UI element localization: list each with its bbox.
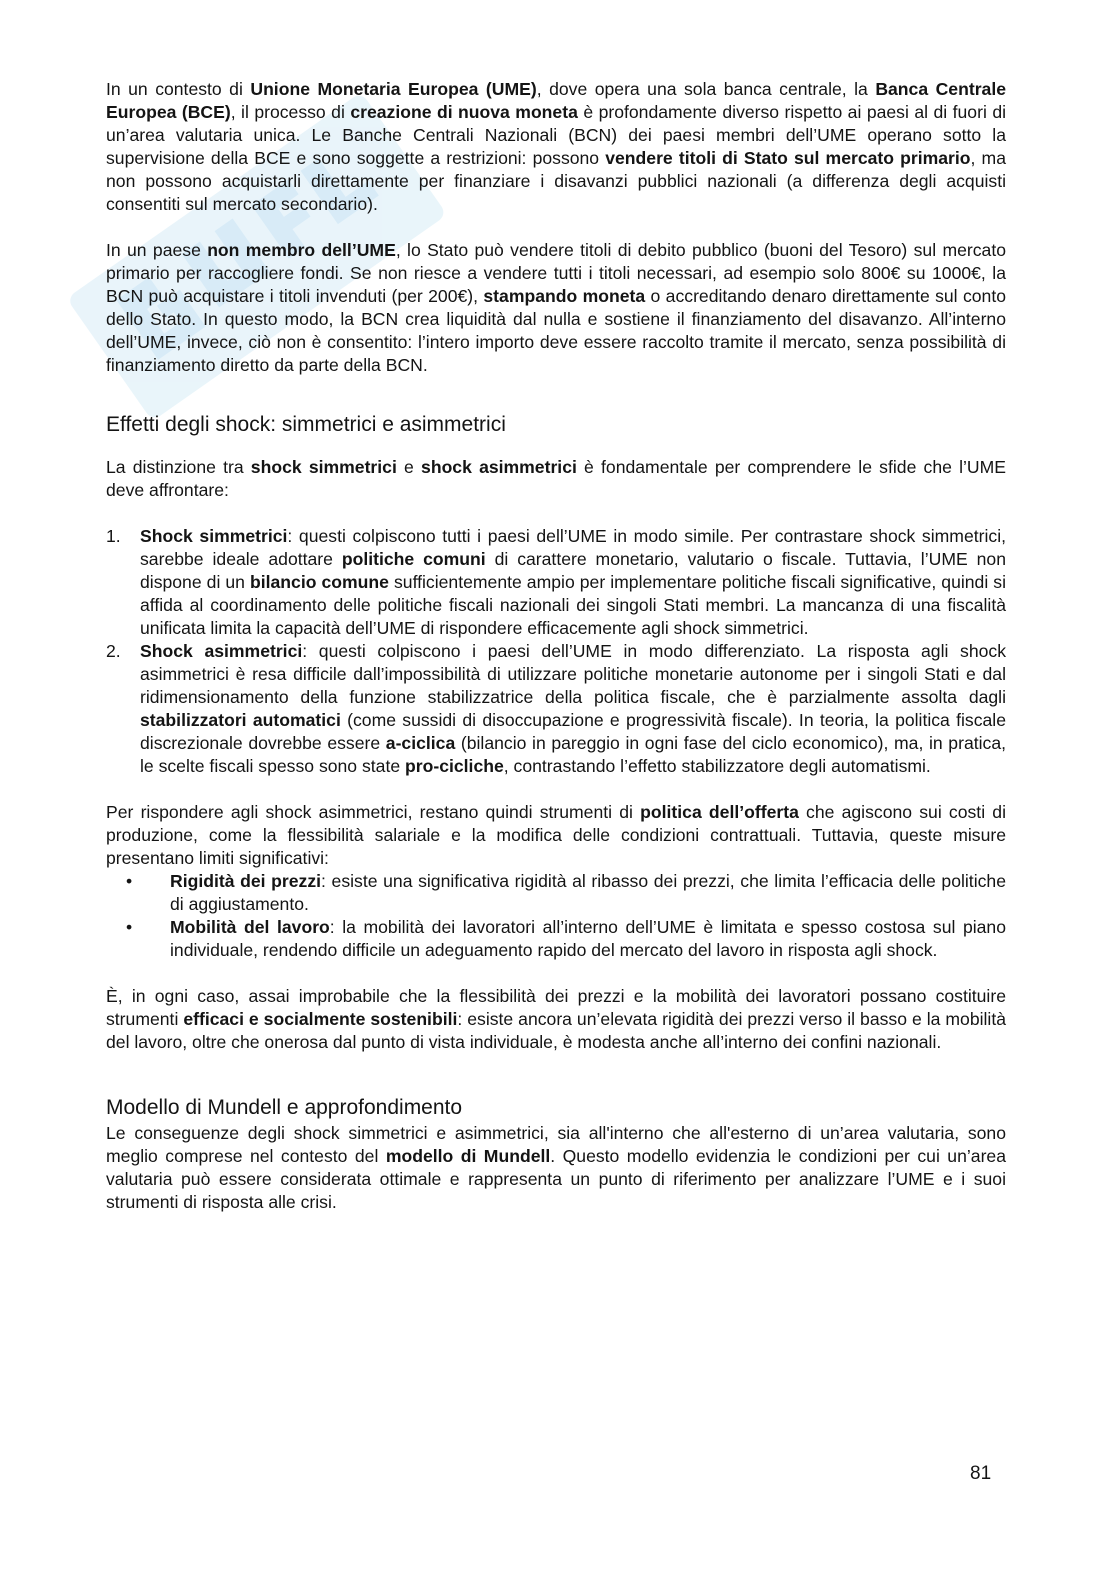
list-item-price-rigidity: • Rigidità dei prezzi: esiste una significativa rigidità al ribasso dei prezzi, che limita l’efficacia delle politiche di aggiustamento. xyxy=(126,871,1006,914)
paragraph-flexibility: È, in ogni caso, assai improbabile che la flessibilità dei prezzi e la mobilità dei lavoratori possano costituire strumenti efficaci e socialmente sostenibili: esiste ancora un’elevata rigidità dei prezzi verso il basso e la mobilità del lavoro, oltre che onerosa dal punto di vista individuale, è modesta anche all’interno dei confini nazionali. xyxy=(106,986,1006,1052)
paragraph-mundell: Le conseguenze degli shock simmetrici e asimmetrici, sia all'interno che all'esterno di un’area valutaria, sono meglio comprese nel contesto del modello di Mundell. Questo modello evidenzia le condizioni per cui un’area valutaria può essere considerata ottimale e rappresenta un punto di riferimento per analizzare l’UME e i suoi strumenti di risposta alle crisi. xyxy=(106,1123,1006,1212)
list-item-asymmetric-shocks: 2. Shock asimmetrici: questi colpiscono i paesi dell’UME in modo differenziato. La risposta agli shock asimmetrici è resa difficile dall’impossibilità di utilizzare politiche monetarie autonome per i singoli Stati e dal ridimensionamento della funzione stabilizzatrice della politica fiscale, che è parzialmente assolta dagli stabilizzatori automatici (come sussidi di disoccupazione e progressività fiscale). In teoria, la politica fiscale discrezionale dovrebbe essere a-ciclica (bilancio in pareggio in ogni fase del ciclo economico), ma, in pratica, le scelte fiscali spesso sono state pro-cicliche, contrastando l’effetto stabilizzatore degli automatismi. xyxy=(106,641,1007,776)
section-heading-mundell: Modello di Mundell e approfondimento xyxy=(106,1096,463,1119)
paragraph-shock-distinction: La distinzione tra shock simmetrici e shock asimmetrici è fondamentale per comprendere le sfide che l’UME deve affrontare: xyxy=(106,457,1007,500)
paragraph-ume-intro: In un contesto di Unione Monetaria Europea (UME), dove opera una sola banca centrale, la Banca Centrale Europea (BCE), il processo di creazione di nuova moneta è profondamente diverso rispetto ai paesi al di fuori di un’area valutaria unica. Le Banche Centrali Nazionali (BCN) dei paesi membri dell’UME operano sotto la supervisione della BCE e sono soggette a restrizioni: possono vendere titoli di Stato sul mercato primario, ma non possono acquistarli direttamente per finanziare i disavanzi pubblici nazionali (a differenza degli acquisti consentiti sul mercato secondario). xyxy=(106,79,1007,214)
bullet-list-limits xyxy=(106,870,1006,962)
list-item-labour-mobility: • Mobilità del lavoro: la mobilità dei lavoratori all’interno dell’UME è limitata e spesso costosa sul piano individuale, rendendo difficile un adeguamento rapido del mercato del lavoro in risposta agli shock. xyxy=(126,917,1006,960)
list-item-symmetric-shocks: 1. Shock simmetrici: questi colpiscono tutti i paesi dell’UME in modo simile. Per contrastare shock simmetrici, sarebbe ideale adottare politiche comuni di carattere monetario, valutario o fiscale. Tuttavia, l’UME non dispone di un bilancio comune sufficientemente ampio per implementare politiche fiscali significative, quindi si affida al coordinamento delle politiche fiscali nazionali dei singoli Stati membri. La mancanza di una fiscalità unificata limita la capacità dell’UME di rispondere efficacemente agli shock simmetrici. xyxy=(106,526,1006,638)
list-number: 2. xyxy=(106,641,121,661)
numbered-list-shocks xyxy=(106,525,1006,778)
list-number: 1. xyxy=(106,526,121,546)
bullet-icon: • xyxy=(126,917,133,937)
bullet-icon: • xyxy=(126,871,133,891)
page-number: 81 xyxy=(970,1463,992,1484)
paragraph-non-member: In un paese non membro dell’UME, lo Stato può vendere titoli di debito pubblico (buoni del Tesoro) sul mercato primario per raccogliere fondi. Se non riesce a vendere tutti i titoli necessari, ad esempio solo 800€ su 1000€, la BCN può acquistare i titoli invenduti (per 200€), stampando moneta o accreditando denaro direttamente sul conto dello Stato. In questo modo, la BCN crea liquidità dal nulla e sostiene il finanziamento del disavanzo. All’interno dell’UME, invece, ciò non è consentito: l’intero importo deve essere raccolto tramite il mercato, senza possibilità di finanziamento diretto da parte della BCN. xyxy=(106,240,1006,375)
paragraph-supply-policy: Per rispondere agli shock asimmetrici, restano quindi strumenti di politica dell’offerta che agiscono sui costi di produzione, come la flessibilità salariale e la modifica delle condizioni contrattuali. Tuttavia, queste misure presentano limiti significativi: xyxy=(106,802,1006,868)
document-page xyxy=(106,78,1006,1214)
section-heading-shock-effects: Effetti degli shock: simmetrici e asimmetrici xyxy=(106,413,506,436)
